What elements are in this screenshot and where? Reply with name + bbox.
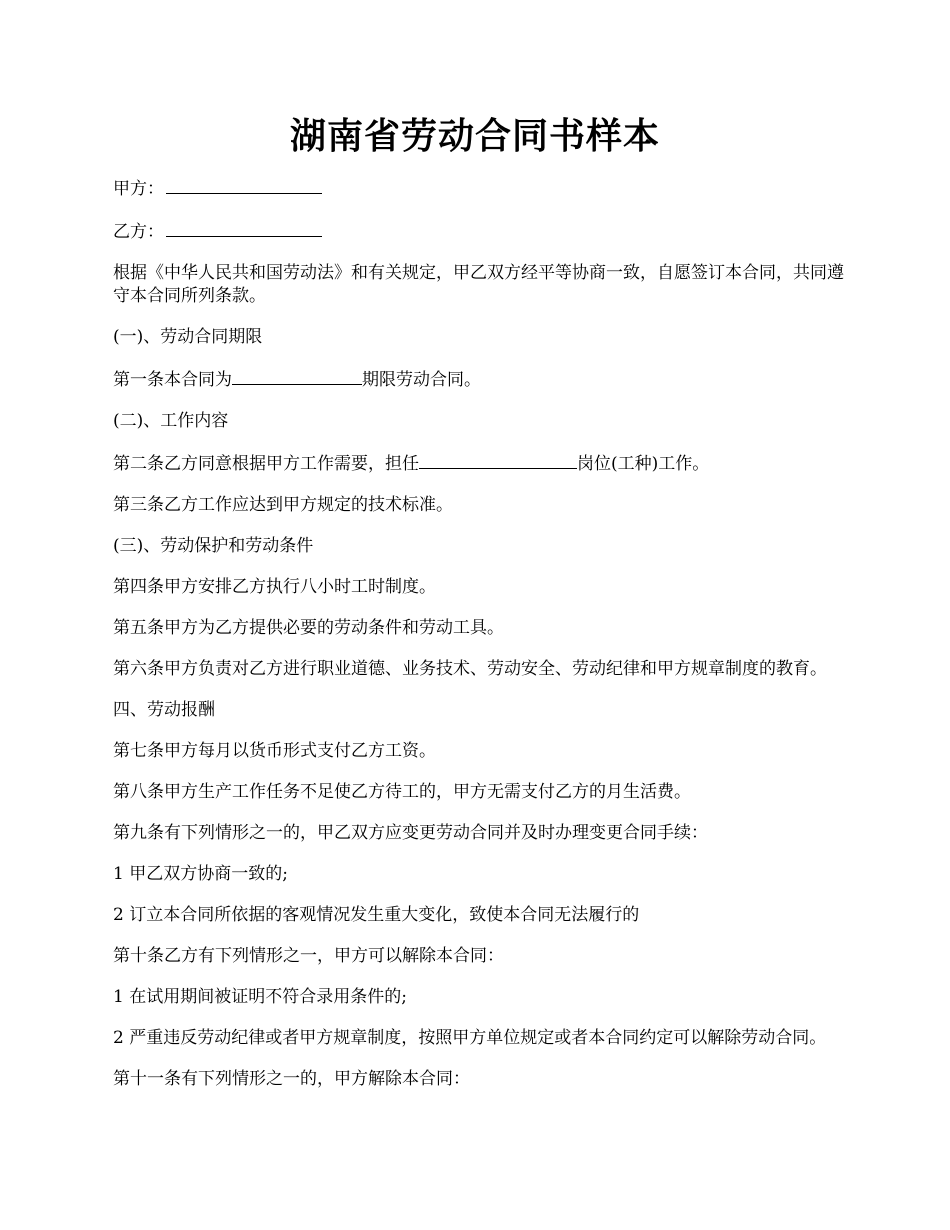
article-9-item-1: 1 甲乙双方协商一致的; xyxy=(113,864,288,884)
intro-paragraph: 根据《中华人民共和国劳动法》和有关规定，甲乙双方经平等协商一致，自愿签订本合同，共同遵守本合同所列条款。 xyxy=(113,263,844,306)
article-2 xyxy=(113,451,855,476)
section-heading-protection: (三)、劳动保护和劳动条件 xyxy=(113,536,314,556)
article-10-item-1: 1 在试用期间被证明不符合录用条件的; xyxy=(113,987,407,1007)
article-2-text-before: 第二条乙方同意根据甲方工作需要，担任 xyxy=(113,454,419,474)
party-a-blank xyxy=(166,176,322,194)
article-4: 第四条甲方安排乙方执行八小时工时制度。 xyxy=(113,577,436,597)
post-blank xyxy=(419,451,577,469)
document-title: 湖南省劳动合同书样本 xyxy=(289,115,660,157)
party-a-line xyxy=(113,176,855,201)
article-2-text-after: 岗位(工种)工作。 xyxy=(577,454,710,474)
article-9-item-2: 2 订立本合同所依据的客观情况发生重大变化，致使本合同无法履行的 xyxy=(113,905,640,925)
article-6: 第六条甲方负责对乙方进行职业道德、业务技术、劳动安全、劳动纪律和甲方规章制度的教育。 xyxy=(113,659,827,679)
party-a-label: 甲方： xyxy=(113,179,164,199)
article-7: 第七条甲方每月以货币形式支付乙方工资。 xyxy=(113,741,436,761)
party-b-line xyxy=(113,219,855,244)
article-10-item-2: 2 严重违反劳动纪律或者甲方规章制度，按照甲方单位规定或者本合同约定可以解除劳动合同。 xyxy=(113,1028,827,1048)
party-b-blank xyxy=(166,219,322,237)
article-1 xyxy=(113,367,855,392)
section-heading-pay: 四、劳动报酬 xyxy=(113,700,215,720)
document-body xyxy=(113,176,855,1109)
article-9: 第九条有下列情形之一的，甲乙双方应变更劳动合同并及时办理变更合同手续： xyxy=(113,823,708,843)
section-heading-term: (一)、劳动合同期限 xyxy=(113,327,263,347)
article-3: 第三条乙方工作应达到甲方规定的技术标准。 xyxy=(113,495,453,515)
section-heading-work: (二)、工作内容 xyxy=(113,411,229,431)
article-10: 第十条乙方有下列情形之一，甲方可以解除本合同： xyxy=(113,946,504,966)
article-1-text-before: 第一条本合同为 xyxy=(113,370,232,390)
article-5: 第五条甲方为乙方提供必要的劳动条件和劳动工具。 xyxy=(113,618,504,638)
article-1-text-after: 期限劳动合同。 xyxy=(362,370,481,390)
contract-term-blank xyxy=(232,367,362,385)
article-8: 第八条甲方生产工作任务不足使乙方待工的，甲方无需支付乙方的月生活费。 xyxy=(113,782,691,802)
party-b-label: 乙方： xyxy=(113,222,164,242)
article-11: 第十一条有下列情形之一的，甲方解除本合同： xyxy=(113,1069,470,1089)
